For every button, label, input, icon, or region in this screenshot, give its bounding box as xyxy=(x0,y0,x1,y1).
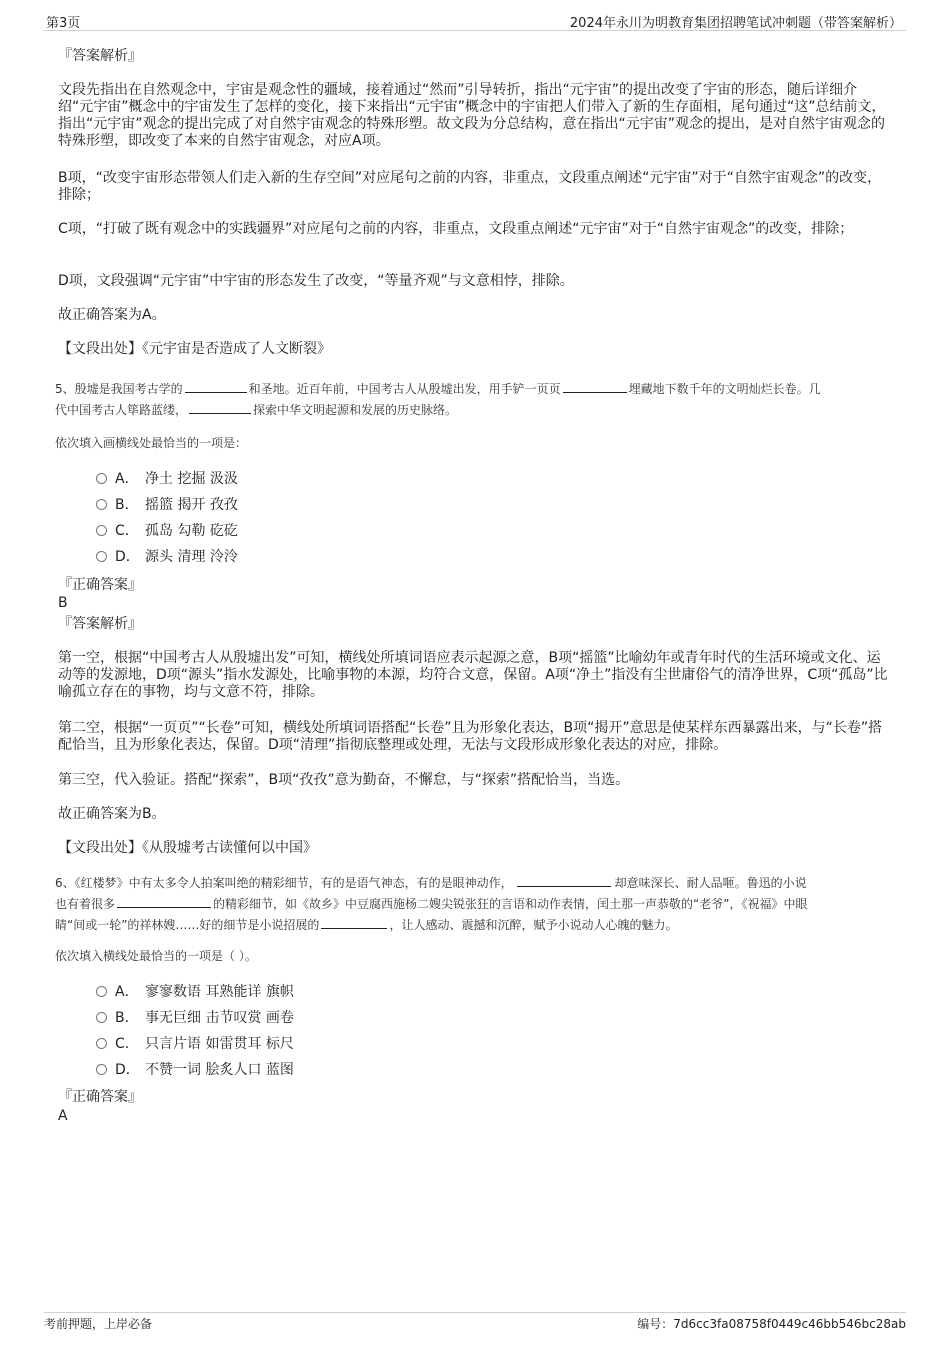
q4-analysis-heading: 『答案解析』 xyxy=(58,48,142,64)
footer-serial: 编号：7d6cc3fa08758f0449c46bb546bc28ab xyxy=(637,1317,906,1331)
q5-analysis-p1: 第一空，根据“中国考古人从殷墟出发”可知，横线处所填词语应表示起源之意，B项“摇篮”比喻幼年或青年时代的生活环境或文化、运动等的发源地，D项“源头”指水发源处，比喻事物的本源，均符合文意，保留。A项“净土”指没有尘世庸俗气的清净世界，C项“孤岛”比喻孤立存在的事物，均与文意不符，排除。 xyxy=(58,650,888,700)
q6-answer-heading: 『正确答案』 xyxy=(58,1089,142,1105)
blank-line xyxy=(517,872,611,887)
page-header xyxy=(44,0,906,31)
q5-stem: 5、殷墟是我国考古学的 和圣地。近百年前，中国考古人从殷墟出发，用手铲一页页 埋藏地下数千年的文明灿烂长卷。几 代中国考古人筚路蓝缕， 探索中华文明起源和发展的历史脉络。 xyxy=(55,378,900,420)
q5-conclusion: 故正确答案为B。 xyxy=(58,806,166,822)
radio-icon[interactable] xyxy=(96,499,107,510)
q4-source: 【文段出处】《元宇宙是否造成了人文断裂》 xyxy=(58,341,331,357)
q6-answer: A xyxy=(58,1108,68,1124)
blank-line xyxy=(321,914,387,929)
blank-line xyxy=(189,399,251,414)
q6-option-c[interactable]: C． 只言片语 如雷贯耳 标尺 xyxy=(96,1036,294,1053)
q5-analysis-p2: 第二空，根据“一页页”“长卷”可知，横线处所填词语搭配“长卷”且为形象化表达，B项“揭开”意思是使某样东西暴露出来，与“长卷”搭配恰当，且为形象化表达，保留。D项“清理”指彻底整理或处理，无法与文段形成形象化表达的对应，排除。 xyxy=(58,720,883,753)
q5-source: 【文段出处】《从殷墟考古读懂何以中国》 xyxy=(58,840,317,856)
radio-icon[interactable] xyxy=(96,1064,107,1075)
footer-slogan: 考前押题，上岸必备 xyxy=(44,1317,153,1331)
q4-conclusion: 故正确答案为A。 xyxy=(58,307,166,323)
q6-prompt: 依次填入横线处最恰当的一项是（ ）。 xyxy=(55,949,257,963)
radio-icon[interactable] xyxy=(96,473,107,484)
q4-analysis-p1: 文段先指出在自然观念中，宇宙是观念性的疆域，接着通过“然而”引导转折，指出“元宇宙”的提出改变了宇宙的形态，随后详细介绍“元宇宙”概念中的宇宙发生了怎样的变化，接下来指出“元宇宙”概念中的宇宙把人们带入了新的生存面相，尾句通过“这”总结前文，指出“元宇宙”观念的提出完成了对自然宇宙观念的特殊形塑。故文段为分总结构，意在指出“元宇宙”观念的提出，是对自然宇宙观念的特殊形塑，即改变了本来的自然宇宙观念，对应A项。 xyxy=(58,82,886,149)
q6-stem: 6、《红楼梦》中有太多令人拍案叫绝的精彩细节，有的是语气神态，有的是眼神动作， 却意味深长、耐人品咂。鲁迅的小说 也有着很多 的精彩细节，如《故乡》中豆腐西施杨二嫂尖锐张狂的言语和动作表情，闰土那一声恭敬的“老爷”，《祝福》中眼 睛“间或一轮”的祥林嫂……好的细节是小说招展的 ，让人感动、震撼和沉醉，赋予小说动人心魄的魅力。 xyxy=(55,872,900,935)
q5-option-c[interactable]: C． 孤岛 勾勒 矻矻 xyxy=(96,523,238,540)
page-footer xyxy=(44,1312,906,1343)
blank-line xyxy=(117,893,211,908)
document-title: 2024年永川为明教育集团招聘笔试冲刺题（带答案解析） xyxy=(569,16,902,31)
q4-analysis-p4: D项，文段强调“元宇宙”中宇宙的形态发生了改变，“等量齐观”与文意相悖，排除。 xyxy=(58,273,574,289)
radio-icon[interactable] xyxy=(96,551,107,562)
q5-analysis-p3: 第三空，代入验证。搭配“探索”，B项“孜孜”意为勤奋，不懈怠，与“探索”搭配恰当，当选。 xyxy=(58,772,630,788)
q6-option-a[interactable]: A． 寥寥数语 耳熟能详 旗帜 xyxy=(96,984,294,1001)
q5-answer: B xyxy=(58,595,68,611)
radio-icon[interactable] xyxy=(96,1012,107,1023)
blank-line xyxy=(563,378,627,393)
radio-icon[interactable] xyxy=(96,986,107,997)
q5-option-b[interactable]: B． 摇篮 揭开 孜孜 xyxy=(96,497,238,514)
q6-option-b[interactable]: B． 事无巨细 击节叹赏 画卷 xyxy=(96,1010,294,1027)
page-number: 第3页 xyxy=(46,16,81,31)
q4-analysis-p3: C项，“打破了既有观念中的实践疆界”对应尾句之前的内容，非重点，文段重点阐述“元宇宙”对于“自然宇宙观念”的改变，排除； xyxy=(58,221,854,237)
q4-analysis-p2: B项，“改变宇宙形态带领人们走入新的生存空间”对应尾句之前的内容，非重点，文段重点阐述“元宇宙”对于“自然宇宙观念”的改变，排除； xyxy=(58,170,882,203)
q5-analysis-heading: 『答案解析』 xyxy=(58,616,142,632)
q5-prompt: 依次填入画横线处最恰当的一项是： xyxy=(55,436,248,450)
q5-answer-heading: 『正确答案』 xyxy=(58,577,142,593)
q5-option-d[interactable]: D． 源头 清理 泠泠 xyxy=(96,549,238,566)
q5-option-a[interactable]: A． 净土 挖掘 汲汲 xyxy=(96,471,238,488)
q6-option-d[interactable]: D． 不赞一词 脍炙人口 蓝图 xyxy=(96,1062,294,1079)
radio-icon[interactable] xyxy=(96,525,107,536)
blank-line xyxy=(185,378,247,393)
radio-icon[interactable] xyxy=(96,1038,107,1049)
